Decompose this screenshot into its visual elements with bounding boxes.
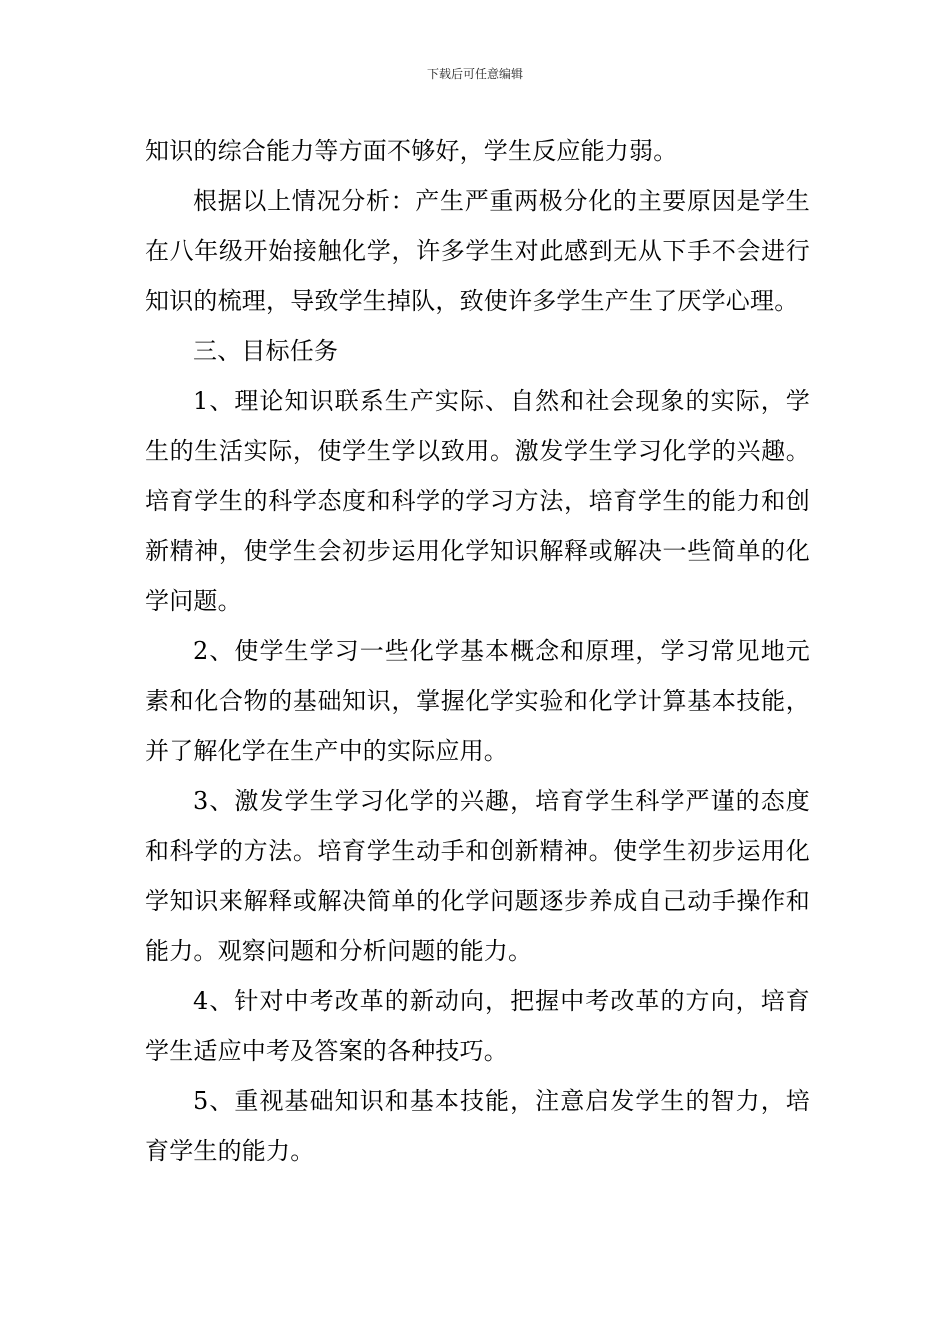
paragraph-target-4: 4、针对中考改革的新动向，把握中考改革的方向，培育学生适应中考及答案的各种技巧。 [145, 987, 810, 1065]
paragraph-target-3: 3、激发学生学习化学的兴趣，培育学生科学严谨的态度和科学的方法。培育学生动手和创新精神。使学生初步运用化学知识来解释或解决简单的化学问题逐步养成自己动手操作和能力。观察问题和分析问题的能力。 [145, 787, 810, 965]
paragraph-1: 知识的综合能力等方面不够好，学生反应能力弱。 [145, 137, 678, 165]
paragraph-target-5: 5、重视基础知识和基本技能，注意启发学生的智力，培育学生的能力。 [145, 1087, 810, 1165]
paragraph-target-2: 2、使学生学习一些化学基本概念和原理，学习常见地元素和化合物的基础知识，掌握化学实验和化学计算基本技能，并了解化学在生产中的实际应用。 [145, 637, 810, 765]
page-header: 下载后可任意编辑 [426, 67, 523, 81]
document-body [145, 126, 810, 1176]
paragraph-2: 根据以上情况分析：产生严重两极分化的主要原因是学生在八年级开始接触化学，许多学生对此感到无从下手不会进行知识的梳理，导致学生掉队，致使许多学生产生了厌学心理。 [145, 187, 810, 315]
paragraph-target-1: 1、理论知识联系生产实际、自然和社会现象的实际，学生的生活实际，使学生学以致用。激发学生学习化学的兴趣。培育学生的科学态度和科学的学习方法，培育学生的能力和创新精神，使学生会初步运用化学知识解释或解决一些简单的化学问题。 [145, 387, 810, 615]
section-heading-targets: 三、目标任务 [193, 337, 339, 365]
